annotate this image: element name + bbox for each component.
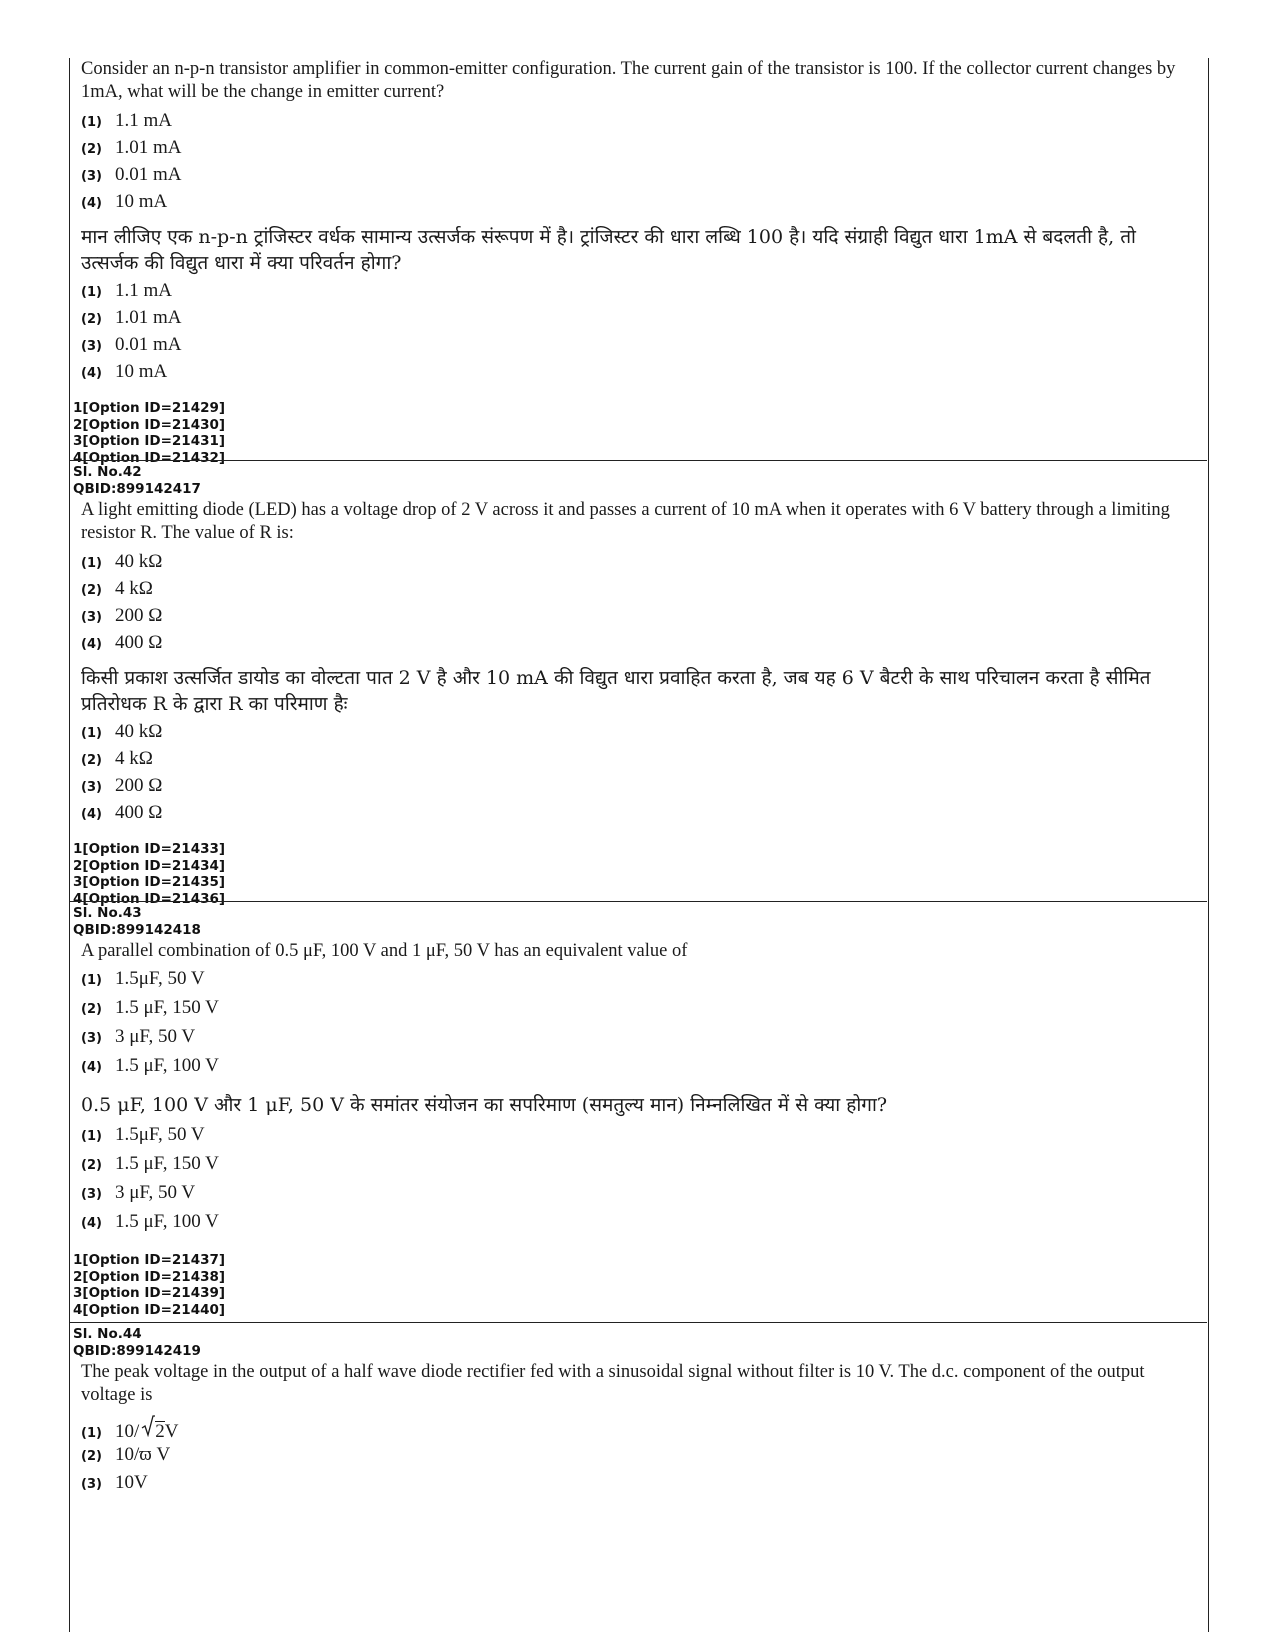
option-1-hi: (1) 40 kΩ [81,721,163,742]
option-1: (1) 1.5μF, 50 V [81,968,205,989]
question-41 [69,58,1207,466]
question-44 [69,1322,1207,1500]
option-2: (2) 1.5 μF, 150 V [81,997,219,1018]
option-3-hi: (3) 0.01 mA [81,334,182,355]
sqrt-sign-icon [141,1415,155,1437]
serial-number: Sl. No.43 [73,905,142,921]
option-2: (2) 10/ϖ V [81,1444,171,1465]
option-3: (3) 3 μF, 50 V [81,1026,196,1047]
option-1-hi: (1) 1.5μF, 50 V [81,1124,205,1145]
option-4: (4) 400 Ω [81,632,163,653]
option-3-hi: (3) 3 μF, 50 V [81,1182,196,1203]
option-2: (2) 1.01 mA [81,137,182,158]
option-3: (3) 10V [81,1472,148,1493]
option-4-hi: (4) 400 Ω [81,802,163,823]
question-text-hi: मान लीजिए एक n-p-n ट्रांजिस्टर वर्धक सामान्य उत्सर्जक संरूपण में है। ट्रांजिस्टर की धारा लब्धि 100 है। यदि संग्राही विद्युत धारा 1mA से बदलती है, तो उत्सर्जक की विद्युत धारा में क्या परिवर्तन होगा? [81,226,1136,274]
qbid: QBID:899142419 [73,1342,201,1359]
question-text-hi: किसी प्रकाश उत्सर्जित डायोड का वोल्टता पात 2 V है और 10 mA की विद्युत धारा प्रवाहित करता है, जब यह 6 V बैटरी के साथ परिचालन करता है सीमित प्रतिरोधक R के द्वारा R का परिमाण हैः [81,667,1151,715]
question-42 [69,460,1207,907]
option-2-hi: (2) 1.01 mA [81,307,182,328]
qbid: QBID:899142417 [73,480,201,497]
option-id-list: 1[Option ID=21433] 2[Option ID=21434] 3[Option ID=21435] 4[Option ID=21436] [73,841,226,907]
serial-number: Sl. No.42 [73,464,142,480]
qbid: QBID:899142418 [73,921,201,938]
option-4: (4) 1.5 μF, 100 V [81,1055,219,1076]
question-text-hi: 0.5 μF, 100 V और 1 μF, 50 V के समांतर संयोजन का सपरिमाण (समतुल्य मान) निम्नलिखित में से क्या होगा? [81,1094,888,1116]
option-id-list: 1[Option ID=21429] 2[Option ID=21430] 3[Option ID=21431] 4[Option ID=21432] [73,400,226,466]
question-text-en: Consider an n-p-n transistor amplifier in common-emitter configuration. The current gain of the transistor is 100. If the collector current changes by 1mA, what will be the change in emitter current? [81,59,1176,102]
option-1: (1) 1.1 mA [81,110,172,131]
option-4-hi: (4) 1.5 μF, 100 V [81,1211,219,1232]
option-1: (1) 10/ 2 V [81,1415,1207,1444]
option-1: (1) 40 kΩ [81,551,163,572]
option-3-hi: (3) 200 Ω [81,775,163,796]
option-2-hi: (2) 4 kΩ [81,748,153,769]
serial-number: Sl. No.44 [73,1326,142,1342]
question-text-en: The peak voltage in the output of a half wave diode rectifier fed with a sinusoidal signal without filter is 10 V. The d.c. component of the output voltage is [81,1362,1145,1405]
question-text-en: A light emitting diode (LED) has a voltage drop of 2 V across it and passes a current of 10 mA when it operates with 6 V battery through a limiting resistor R. The value of R is: [81,500,1170,543]
option-3: (3) 200 Ω [81,605,163,626]
option-2-hi: (2) 1.5 μF, 150 V [81,1153,219,1174]
option-1-hi: (1) 1.1 mA [81,280,172,301]
option-id-list: 1[Option ID=21437] 2[Option ID=21438] 3[Option ID=21439] 4[Option ID=21440] [73,1252,226,1318]
question-text-en: A parallel combination of 0.5 μF, 100 V and 1 μF, 50 V has an equivalent value of [81,941,688,961]
question-43 [69,901,1207,1318]
option-3: (3) 0.01 mA [81,164,182,185]
option-4: (4) 10 mA [81,191,168,212]
option-4-hi: (4) 10 mA [81,361,168,382]
option-2: (2) 4 kΩ [81,578,153,599]
